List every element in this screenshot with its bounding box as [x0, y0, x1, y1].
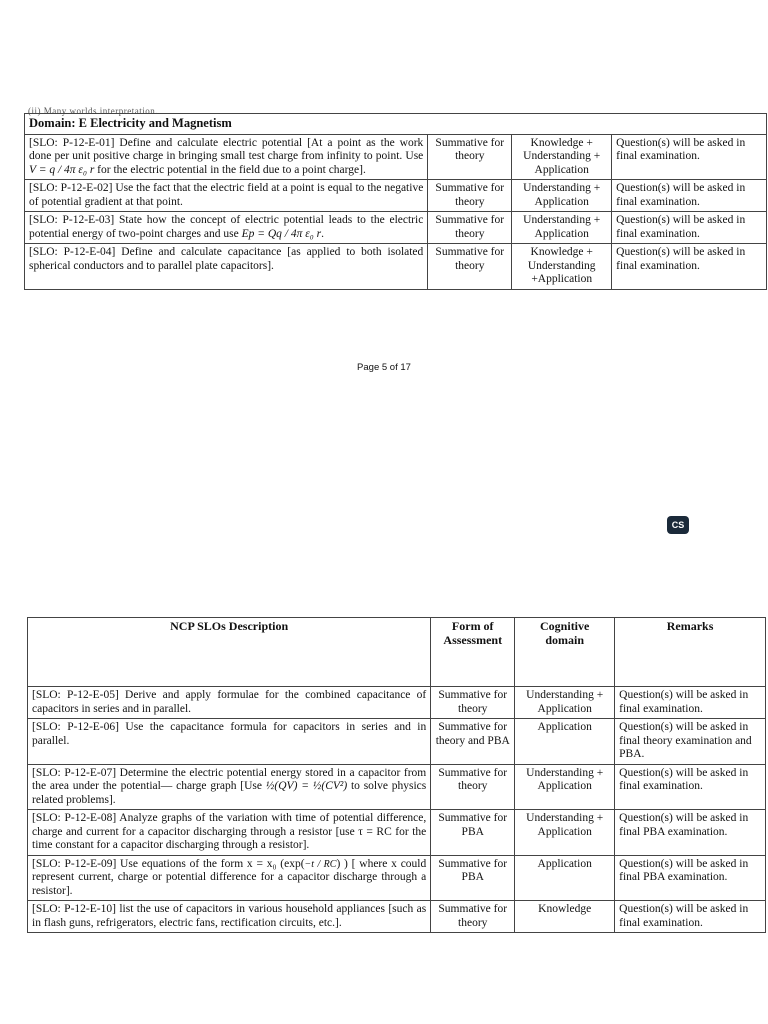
cognitive-cell: Understanding + Application	[515, 810, 615, 856]
table-row	[25, 134, 767, 180]
slo-table-page6	[27, 617, 766, 933]
formula-electric-potential: V = q / 4π ε₀ r	[29, 163, 95, 176]
cognitive-cell: Understanding + Application	[512, 180, 612, 212]
formula-potential-energy: Ep = Qq / 4π ε₀ r	[241, 227, 322, 240]
form-cell: Summative for theory	[428, 134, 512, 180]
slo-cell: [SLO: P-12-E-09] Use equations of the form x = x₀ (exp(−t / RC) ) [ where x could represent current, charge or potential difference for a capacitor discharge through a resistor].	[28, 855, 431, 901]
cognitive-cell: Knowledge + Understanding +Application	[512, 244, 612, 290]
table-row	[28, 764, 766, 810]
cognitive-cell: Knowledge + Understanding + Application	[512, 134, 612, 180]
cognitive-cell: Understanding + Application	[515, 764, 615, 810]
form-cell: Summative for theory	[428, 180, 512, 212]
cognitive-cell: Application	[515, 719, 615, 765]
formula-exponent: −t / RC	[304, 858, 337, 870]
formula-energy-stored: ½(QV) = ½(CV²)	[265, 780, 348, 792]
slo-cell: [SLO: P-12-E-04] Define and calculate capacitance [as applied to both isolated spherical conductors and to parallel plate capacitors].	[25, 244, 428, 290]
cognitive-cell: Understanding + Application	[515, 687, 615, 719]
cut-off-line: (ii) Many worlds interpretation.	[28, 106, 158, 116]
header-form-of-assessment: Form of Assessment	[431, 618, 515, 687]
cognitive-cell: Application	[515, 855, 615, 901]
cognitive-cell: Understanding + Application	[512, 212, 612, 244]
slo-cell: [SLO: P-12-E-08] Analyze graphs of the variation with time of potential difference, charge and current for a capacitor discharging through a resistor [use τ = RC for the time constant for a capacitor discharging through a resistor].	[28, 810, 431, 856]
table-header-row	[28, 618, 766, 687]
header-cognitive-domain: Cognitive domain	[515, 618, 615, 687]
domain-title: Domain: E Electricity and Magnetism	[25, 114, 767, 135]
table-row	[28, 687, 766, 719]
form-cell: Summative for theory	[431, 764, 515, 810]
slo-cell: [SLO: P-12-E-07] Determine the electric potential energy stored in a capacitor from the area under the potential— charge graph [Use ½(QV) = ½(CV²) to solve physics related problems].	[28, 764, 431, 810]
remarks-cell: Question(s) will be asked in final examination.	[615, 901, 766, 933]
slo-table-page5	[24, 113, 767, 290]
form-cell: Summative for theory	[431, 687, 515, 719]
remarks-cell: Question(s) will be asked in final examination.	[612, 212, 767, 244]
table-row	[28, 719, 766, 765]
slo-cell: [SLO: P-12-E-02] Use the fact that the electric field at a point is equal to the negative of potential gradient at that point.	[25, 180, 428, 212]
remarks-cell: Question(s) will be asked in final theory examination and PBA.	[615, 719, 766, 765]
table-row	[25, 180, 767, 212]
slo-cell: [SLO: P-12-E-03] State how the concept of electric potential leads to the electric potential energy of two-point charges and use Ep = Qq / 4π ε₀ r.	[25, 212, 428, 244]
form-cell: Summative for theory and PBA	[431, 719, 515, 765]
remarks-cell: Question(s) will be asked in final examination.	[612, 180, 767, 212]
remarks-cell: Question(s) will be asked in final PBA examination.	[615, 810, 766, 856]
remarks-cell: Question(s) will be asked in final examination.	[615, 764, 766, 810]
cognitive-cell: Knowledge	[515, 901, 615, 933]
table-row	[28, 810, 766, 856]
camscanner-logo-icon: CS	[667, 516, 689, 534]
table-row	[28, 901, 766, 933]
table-row	[28, 855, 766, 901]
form-cell: Summative for theory	[428, 212, 512, 244]
slo-cell: [SLO: P-12-E-01] Define and calculate electric potential [At a point as the work done per unit positive charge in bringing small test charge from infinity to point. Use V = q / 4π ε₀ r for the electric potential in the field due to a point charge].	[25, 134, 428, 180]
slo-cell: [SLO: P-12-E-06] Use the capacitance formula for capacitors in series and in parallel.	[28, 719, 431, 765]
form-cell: Summative for theory	[431, 901, 515, 933]
table-row	[25, 212, 767, 244]
slo-cell: [SLO: P-12-E-10] list the use of capacitors in various household appliances [such as in flash guns, refrigerators, electric fans, rectification circuits, etc.].	[28, 901, 431, 933]
form-cell: Summative for theory	[428, 244, 512, 290]
remarks-cell: Question(s) will be asked in final examination.	[612, 244, 767, 290]
table-row	[25, 244, 767, 290]
form-cell: Summative for PBA	[431, 810, 515, 856]
page-number: Page 5 of 17	[357, 362, 411, 373]
remarks-cell: Question(s) will be asked in final examination.	[612, 134, 767, 180]
remarks-cell: Question(s) will be asked in final PBA examination.	[615, 855, 766, 901]
header-slo-description: NCP SLOs Description	[28, 618, 431, 687]
domain-row	[25, 114, 767, 135]
slo-cell: [SLO: P-12-E-05] Derive and apply formulae for the combined capacitance of capacitors in series and in parallel.	[28, 687, 431, 719]
form-cell: Summative for PBA	[431, 855, 515, 901]
header-remarks: Remarks	[615, 618, 766, 687]
remarks-cell: Question(s) will be asked in final examination.	[615, 687, 766, 719]
